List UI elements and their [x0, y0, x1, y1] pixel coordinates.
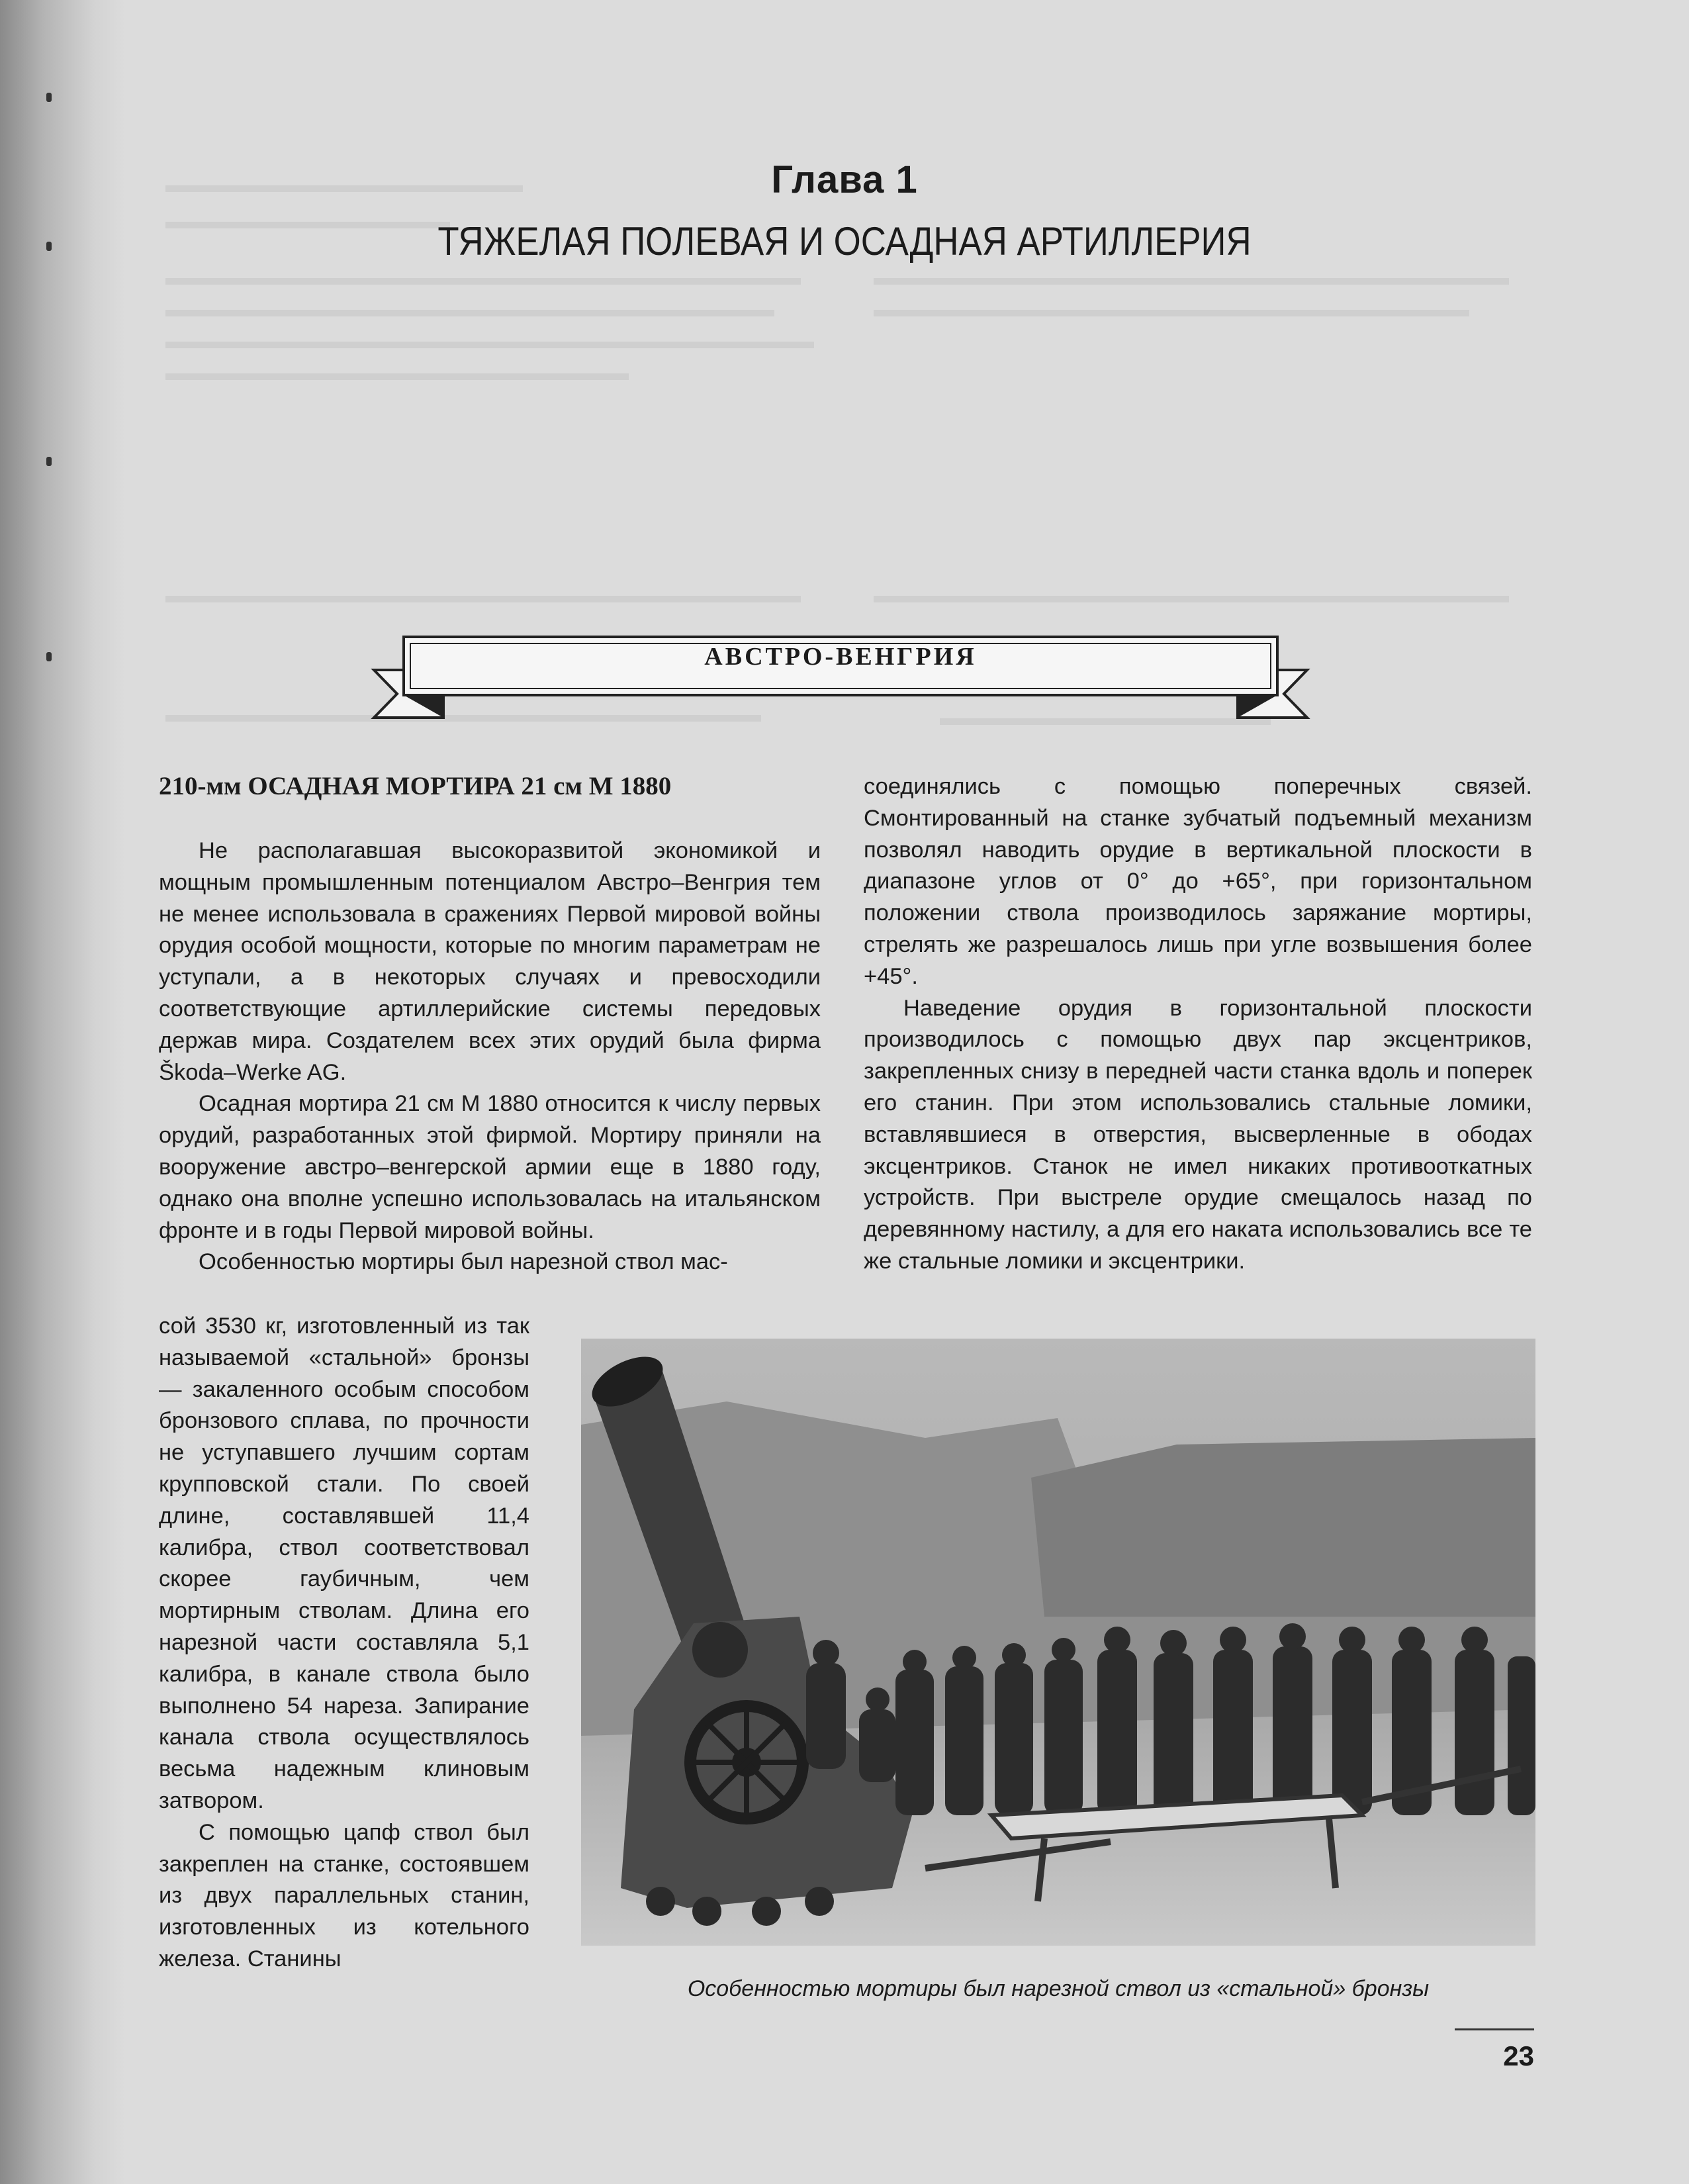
- paragraph: Особенностью мортиры был нарезной ствол мас-: [199, 1249, 728, 1275]
- page-number-rule: [1455, 2028, 1534, 2030]
- banner-label: АВСТРО-ВЕНГРИЯ: [704, 643, 977, 671]
- chapter-title: ТЯЖЕЛАЯ ПОЛЕВАЯ И ОСАДНАЯ АРТИЛЛЕРИЯ: [437, 219, 1252, 263]
- photo-caption: Особенностью мортиры был нарезной ствол из «стальной» бронзы: [687, 1976, 1430, 2001]
- page-number: 23: [1503, 2040, 1534, 2071]
- paragraph: Наведение орудия в горизонтальной плоскости производилось с помощью двух пар эксцентриков, закрепленных снизу в передней части станка вдоль и поперек его станин. При этом использовались стальные ломики, вставлявшиеся в отверстия, высверленные в ободах эксцентриков. Станок не имел никаких противооткатных устройств. При выстреле орудие смещалось назад по деревянному настилу, а для его наката использовались все те же стальные ломики и эксцентрики.: [864, 995, 1532, 1274]
- scan-mark: [46, 242, 52, 251]
- paragraph: Не располагавшая высокоразвитой экономикой и мощным промышленным потенциалом Австро–Венгрия тем не менее использовала в сражениях Первой мировой войны орудия особой мощности, которые по многим параметрам не уступали, а в некоторых случаях и превосходили соответствующие артиллерийские системы передовых держав мира. Создателем всех этих орудий была фирма Škoda–Werke AG.: [159, 838, 821, 1085]
- section-title: 210-мм ОСАДНАЯ МОРТИРА 21 см М 1880: [159, 772, 672, 800]
- narrow-column: [159, 1311, 529, 1975]
- scan-mark: [46, 93, 52, 102]
- paragraph: соединялись с помощью поперечных связей. Смонтированный на станке зубчатый подъемный механизм позволял наводить орудие в вертикальной плоскости в диапазоне углов от 0° до +65°, при горизонтальном положении ствола производилось заряжание мортиры, стрелять же разрешалось лишь при угле возвышения более +45°.: [864, 774, 1532, 989]
- mortar-photo: [581, 1339, 1535, 1946]
- paragraph: Осадная мортира 21 см М 1880 относится к числу первых орудий, разработанных этой фирмой. Мортиру приняли на вооружение австро–венгерской армии еще в 1880 году, однако она вполне успешно использовалась на итальянском фронте и в годы Первой мировой войны.: [159, 1091, 821, 1243]
- page-gutter-shadow: [0, 0, 126, 2184]
- scan-mark: [46, 652, 52, 661]
- paragraph: С помощью цапф ствол был закреплен на станке, состоявшем из двух параллельных станин, изготовленных из котельного железа. Станины: [159, 1819, 529, 1971]
- left-column: [159, 835, 821, 1278]
- scan-mark: [46, 457, 52, 466]
- paragraph: сой 3530 кг, изготовленный из так называемой «стальной» бронзы — закаленного особым способом бронзового сплава, по прочности не уступавшего лучшим сортам крупповской стали. По своей длине, составлявшей 11,4 калибра, ствол соответствовал скорее гаубичным, чем мортирным стволам. Длина его нарезной части составляла 5,1 калибра, в канале ствола было выполнено 54 нареза. Запирание канала ствола осуществлялось весьма надежным клиновым затвором.: [159, 1313, 529, 1813]
- right-column: [864, 771, 1532, 1278]
- chapter-number: Глава 1: [771, 158, 918, 201]
